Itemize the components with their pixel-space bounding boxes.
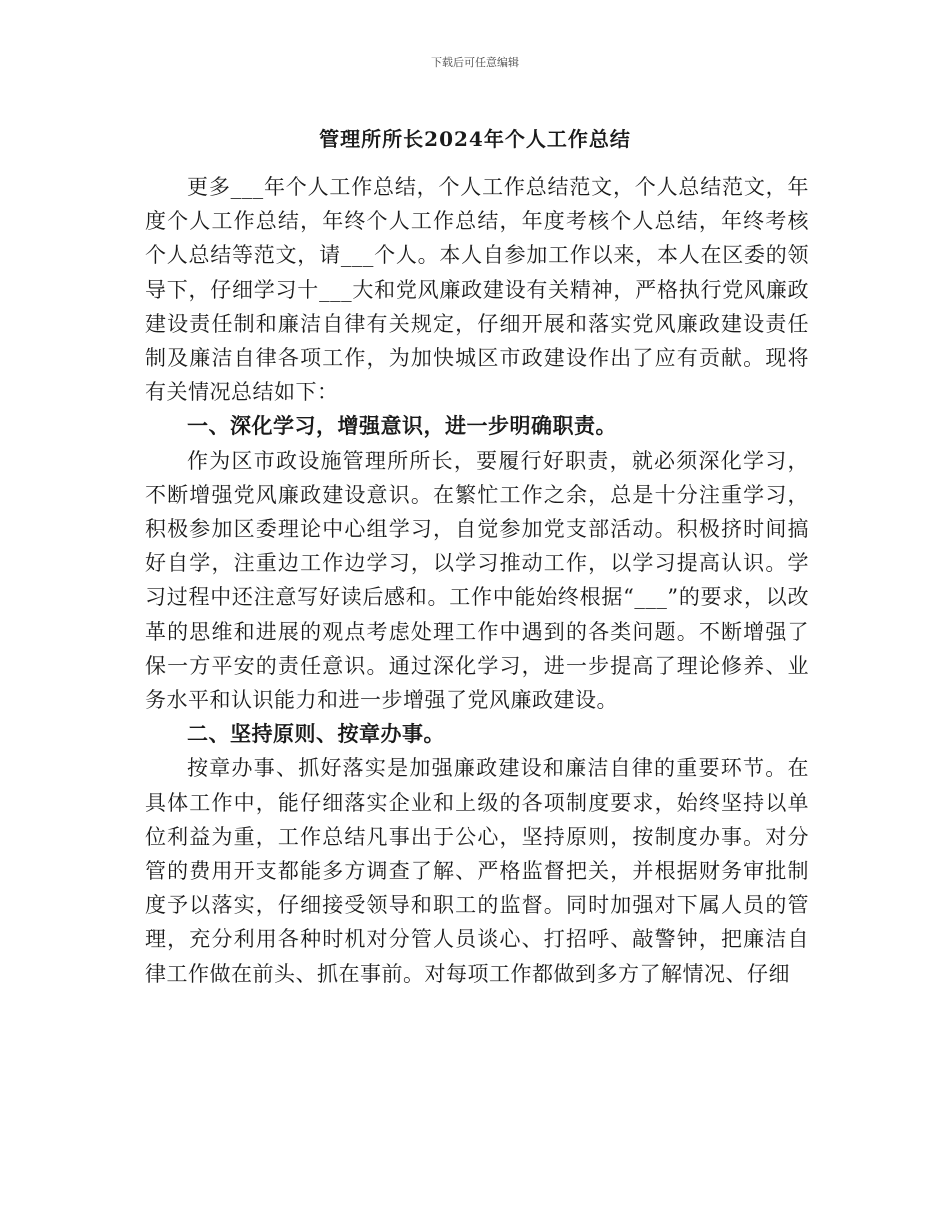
page-header-note: 下载后可任意编辑: [431, 56, 519, 69]
section-1-heading: 一、深化学习，增强意识，进一步明确职责。: [187, 413, 617, 439]
section-1-paragraph: 作为区市政设施管理所所长，要履行好职责，就必须深化学习，不断增强党风廉政建设意识。在繁忙工作之余，总是十分注重学习，积极参加区委理论中心组学习，自觉参加党支部活动。积极挤时间搞好自学，注重边工作边学习，以学习推动工作，以学习提高认识。学习过程中还注意写好读后感和。工作中能始终根据“___”的要求，以改革的思维和进展的观点考虑处理工作中遇到的各类问题。不断增强了保一方平安的责任意识。通过深化学习，进一步提高了理论修养、业务水平和认识能力和进一步增强了党风廉政建设。: [145, 448, 809, 713]
section-2-heading: 二、坚持原则、按章办事。: [187, 721, 445, 747]
intro-paragraph: 更多___年个人工作总结，个人工作总结范文，个人总结范文，年度个人工作总结，年终个人工作总结，年度考核个人总结，年终考核个人总结等范文，请___个人。本人自参加工作以来，本人在区委的领导下，仔细学习十___大和党风廉政建设有关精神，严格执行党风廉政建设责任制和廉洁自律有关规定，仔细开展和落实党风廉政建设责任制及廉洁自律各项工作，为加快城区市政建设作出了应有贡献。现将有关情况总结如下：: [145, 175, 809, 405]
section-2-paragraph: 按章办事、抓好落实是加强廉政建设和廉洁自律的重要环节。在具体工作中，能仔细落实企业和上级的各项制度要求，始终坚持以单位利益为重，工作总结凡事出于公心，坚持原则，按制度办事。对分管的费用开支都能多方调查了解、严格监督把关，并根据财务审批制度予以落实，仔细接受领导和职工的监督。同时加强对下属人员的管理，充分利用各种时机对分管人员谈心、打招呼、敲警钟，把廉洁自律工作做在前头、抓在事前。对每项工作都做到多方了解情况、仔细: [145, 756, 809, 986]
document-title: 管理所所长2024年个人工作总结: [319, 127, 631, 151]
document-body: [145, 170, 809, 991]
